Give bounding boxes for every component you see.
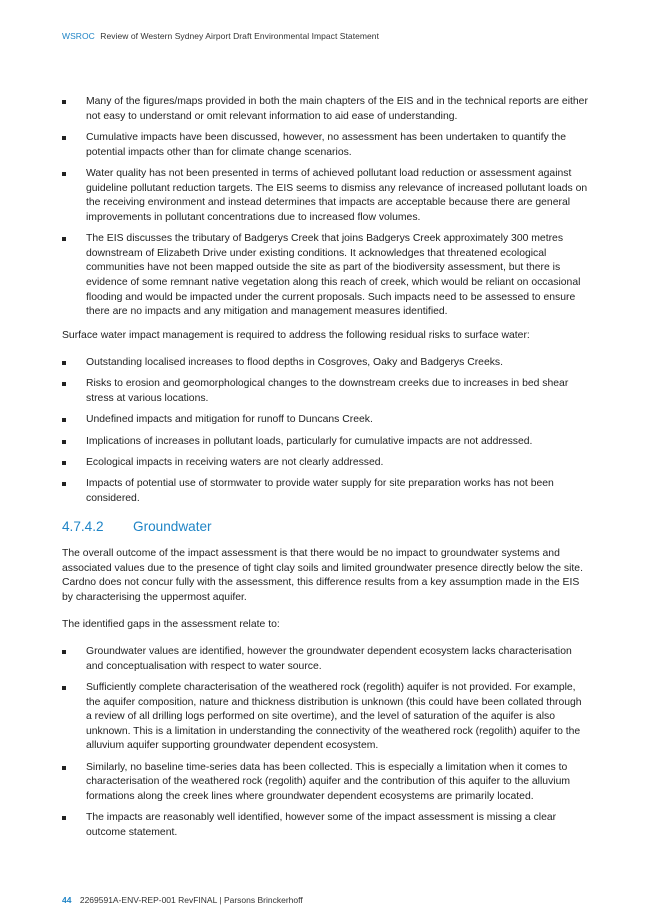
header-org: WSROC [62,31,95,41]
bullet-list-gaps [62,645,590,841]
list-item: Outstanding localised increases to flood depths in Cosgroves, Oaky and Badgerys Creeks. [62,356,590,371]
section-number: 4.7.4.2 [62,518,104,534]
list-item: Risks to erosion and geomorphological changes to the downstream creeks due to increases in bed shear stress at various locations. [62,377,590,406]
bullet-list-concerns [62,95,590,320]
list-item: Sufficiently complete characterisation of the weathered rock (regolith) aquifer is not provided. For example, the aquifer composition, nature and thickness distribution is unknown (this could have been collated through a review of all drilling logs performed on site overtime), and the level of saturation of the aquifer is also unknown. This is a limitation in understanding the connectivity of the weathered rock (regolith) aquifer to the alluvium aquifer supporting groundwater dependent ecosystem. [62,681,590,754]
list-item: The EIS discusses the tributary of Badgerys Creek that joins Badgerys Creek approximately 300 metres downstream of Elizabeth Drive under existing conditions. It acknowledges that threatened ecological communities have not been mapped outside the site as part of the biodiversity assessment, but there is evidence of some remnant native vegetation along this reach of creek, which would be reliant on occasional flooding and would be impacted under the current proposals. Such impacts need to be assessed to ensure there are no impacts and any mitigation and management measures identified. [62,232,590,320]
section-title: Groundwater [133,518,212,534]
list-item: Many of the figures/maps provided in both the main chapters of the EIS and in the technical reports are either not easy to understand or omit relevant information to aid ease of understanding. [62,95,590,124]
list-item: Groundwater values are identified, however the groundwater dependent ecosystem lacks characterisation and conceptualisation with respect to water source. [62,645,590,674]
list-item: Cumulative impacts have been discussed, however, no assessment has been undertaken to quantify the potential impacts other than for climate change scenarios. [62,131,590,160]
paragraph-surface-water: Surface water impact management is required to address the following residual risks to surface water: [62,329,530,341]
list-item: Implications of increases in pollutant loads, particularly for cumulative impacts are not addressed. [62,435,590,450]
list-item: Similarly, no baseline time-series data has been collected. This is especially a limitation when it comes to characterisation of the weathered rock (regolith) aquifer and the contribution of this aquifer to the alluvium formations along the creek lines where groundwater dependent ecosystems are primarily located. [62,761,590,805]
list-item: Undefined impacts and mitigation for runoff to Duncans Creek. [62,413,590,428]
list-item: Impacts of potential use of stormwater to provide water supply for site preparation works has not been considered. [62,477,590,506]
page-header [62,31,379,41]
list-item: The impacts are reasonably well identified, however some of the impact assessment is missing a clear outcome statement. [62,811,590,840]
page-footer [62,895,303,905]
page-number: 44 [62,895,72,905]
bullet-list-residual-risks [62,356,590,507]
footer-text: 2269591A-ENV-REP-001 RevFINAL | Parsons Brinckerhoff [79,895,303,905]
list-item: Water quality has not been presented in terms of achieved pollutant load reduction or assessment against guideline pollutant reduction targets. The EIS seems to dismiss any relevance of increased pollutant loads on the receiving environment and instead determines that impacts are acceptable because there are general improvements in pollutant concentrations due to increased flow volumes. [62,167,590,225]
section-heading [62,518,590,535]
list-item: Ecological impacts in receiving waters are not clearly addressed. [62,456,590,471]
header-title: Review of Western Sydney Airport Draft Environmental Impact Statement [100,31,379,41]
paragraph-gaps-intro: The identified gaps in the assessment relate to: [62,618,280,630]
paragraph-groundwater-outcome: The overall outcome of the impact assessment is that there would be no impact to groundwater systems and associated values due to the presence of tight clay soils and limited groundwater presence directly below the site. Cardno does not concur fully with the assessment, this difference results from a key assumption made in the EIS by characterising the uppermost aquifer. [62,548,583,603]
document-body [62,95,590,847]
